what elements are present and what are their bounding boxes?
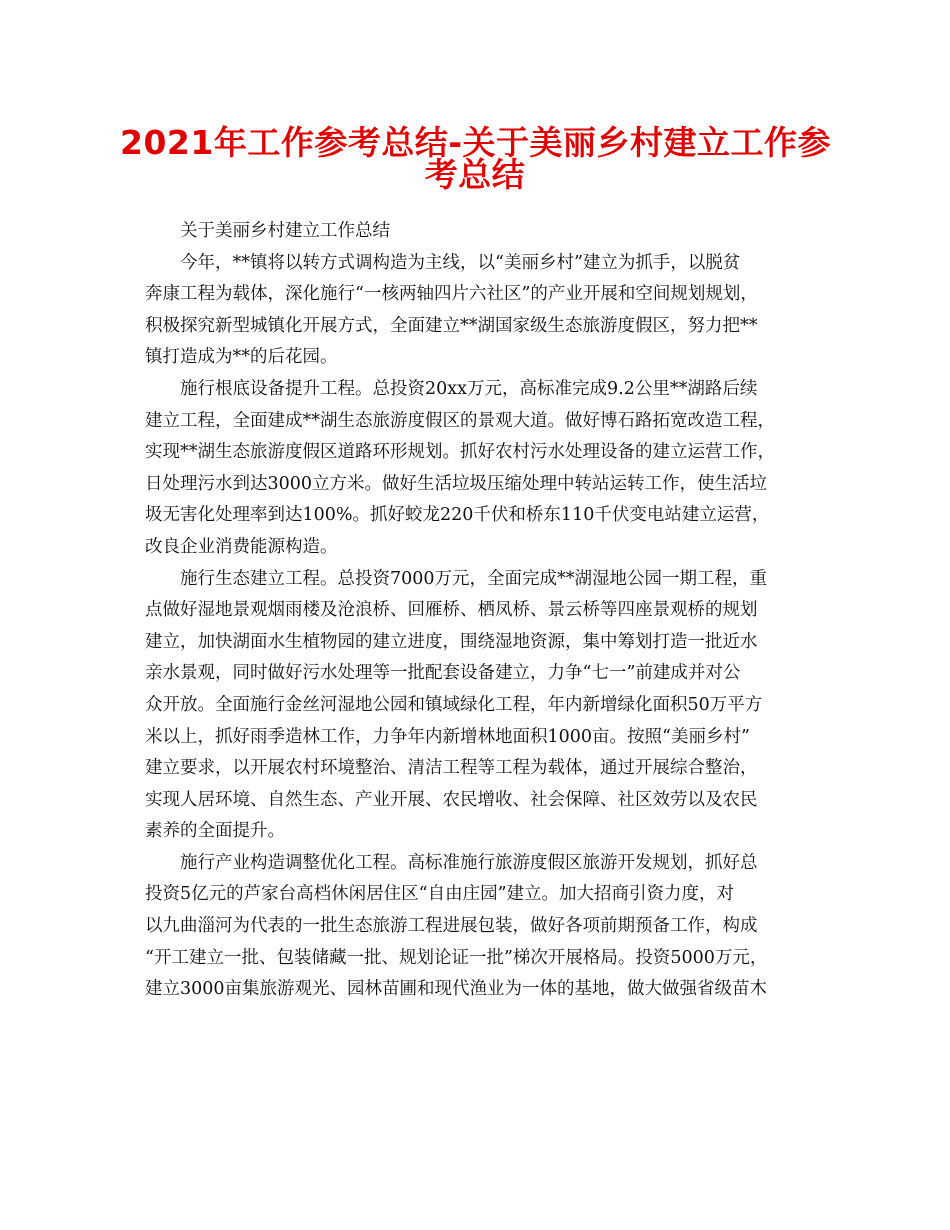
body-line: 亲水景观，同时做好污水处理等一批配套设备建立，力争“七一”前建成并对公	[145, 663, 741, 684]
body-line: 今年，**镇将以转方式调构造为主线，以“美丽乡村”建立为抓手，以脱贫	[180, 252, 741, 273]
body-line: 建立要求，以开展农村环境整治、清洁工程等工程为载体，通过开展综合整治，	[145, 758, 758, 779]
body-line: 圾无害化处理率到达100%。抓好蛟龙220千伏和桥东110千伏变电站建立运营，	[145, 505, 770, 526]
body-line: 米以上，抓好雨季造林工作，力争年内新增林地面积1000亩。按照“美丽乡村”	[145, 726, 750, 747]
body-line: 众开放。全面施行金丝河湿地公园和镇域绿化工程，年内新增绿化面积50万平方	[145, 694, 763, 715]
body-line: 施行根底设备提升工程。总投资20xx万元，高标准完成9.2公里**湖路后续	[180, 378, 758, 399]
document-title	[120, 120, 832, 194]
document-body	[145, 216, 805, 1006]
body-line: “开工建立一批、包装储藏一批、规划论证一批”梯次开展格局。投资5000万元，	[145, 947, 768, 968]
body-line: 以九曲淄河为代表的一批生态旅游工程进展包装，做好各项前期预备工作，构成	[145, 916, 758, 937]
body-line: 点做好湿地景观烟雨楼及沧浪桥、回雁桥、栖凤桥、景云桥等四座景观桥的规划	[145, 600, 758, 621]
body-line: 素养的全面提升。	[145, 821, 285, 842]
body-line: 施行产业构造调整优化工程。高标准施行旅游度假区旅游开发规划，抓好总	[180, 852, 758, 873]
body-line: 镇打造成为**的后花园。	[145, 347, 338, 368]
body-line: 积极探究新型城镇化开展方式，全面建立**湖国家级生态旅游度假区，努力把**	[145, 315, 758, 336]
body-line: 奔康工程为载体，深化施行“一核两轴四片六社区”的产业开展和空间规划规划，	[145, 284, 758, 305]
body-line: 改良企业消费能源构造。	[145, 536, 338, 557]
title-line: 2021年工作参考总结-关于美丽乡村建立工作参	[120, 123, 832, 162]
body-line: 建立3000亩集旅游观光、园林苗圃和现代渔业为一体的基地，做大做强省级苗木	[145, 979, 768, 1000]
body-line: 实现**湖生态旅游度假区道路环形规划。抓好农村污水处理设备的建立运营工作，	[145, 442, 775, 463]
body-line: 投资5亿元的芦家台高档休闲居住区“自由庄园”建立。加大招商引资力度，对	[145, 884, 735, 905]
body-line: 建立，加快湖面水生植物园的建立进度，围绕湿地资源，集中筹划打造一批近水	[145, 631, 758, 652]
title-line: 考总结	[424, 154, 526, 194]
body-line: 建立工程，全面建成**湖生态旅游度假区的景观大道。做好博石路拓宽改造工程，	[145, 410, 775, 431]
body-line: 实现人居环境、自然生态、产业开展、农民增收、社会保障、社区效劳以及农民	[145, 789, 758, 810]
body-line: 日处理污水到达3000立方米。做好生活垃圾压缩处理中转站运转工作，使生活垃	[145, 473, 768, 494]
body-line: 施行生态建立工程。总投资7000万元，全面完成**湖湿地公园一期工程，重	[180, 568, 768, 589]
body-line: 关于美丽乡村建立工作总结	[180, 221, 390, 241]
